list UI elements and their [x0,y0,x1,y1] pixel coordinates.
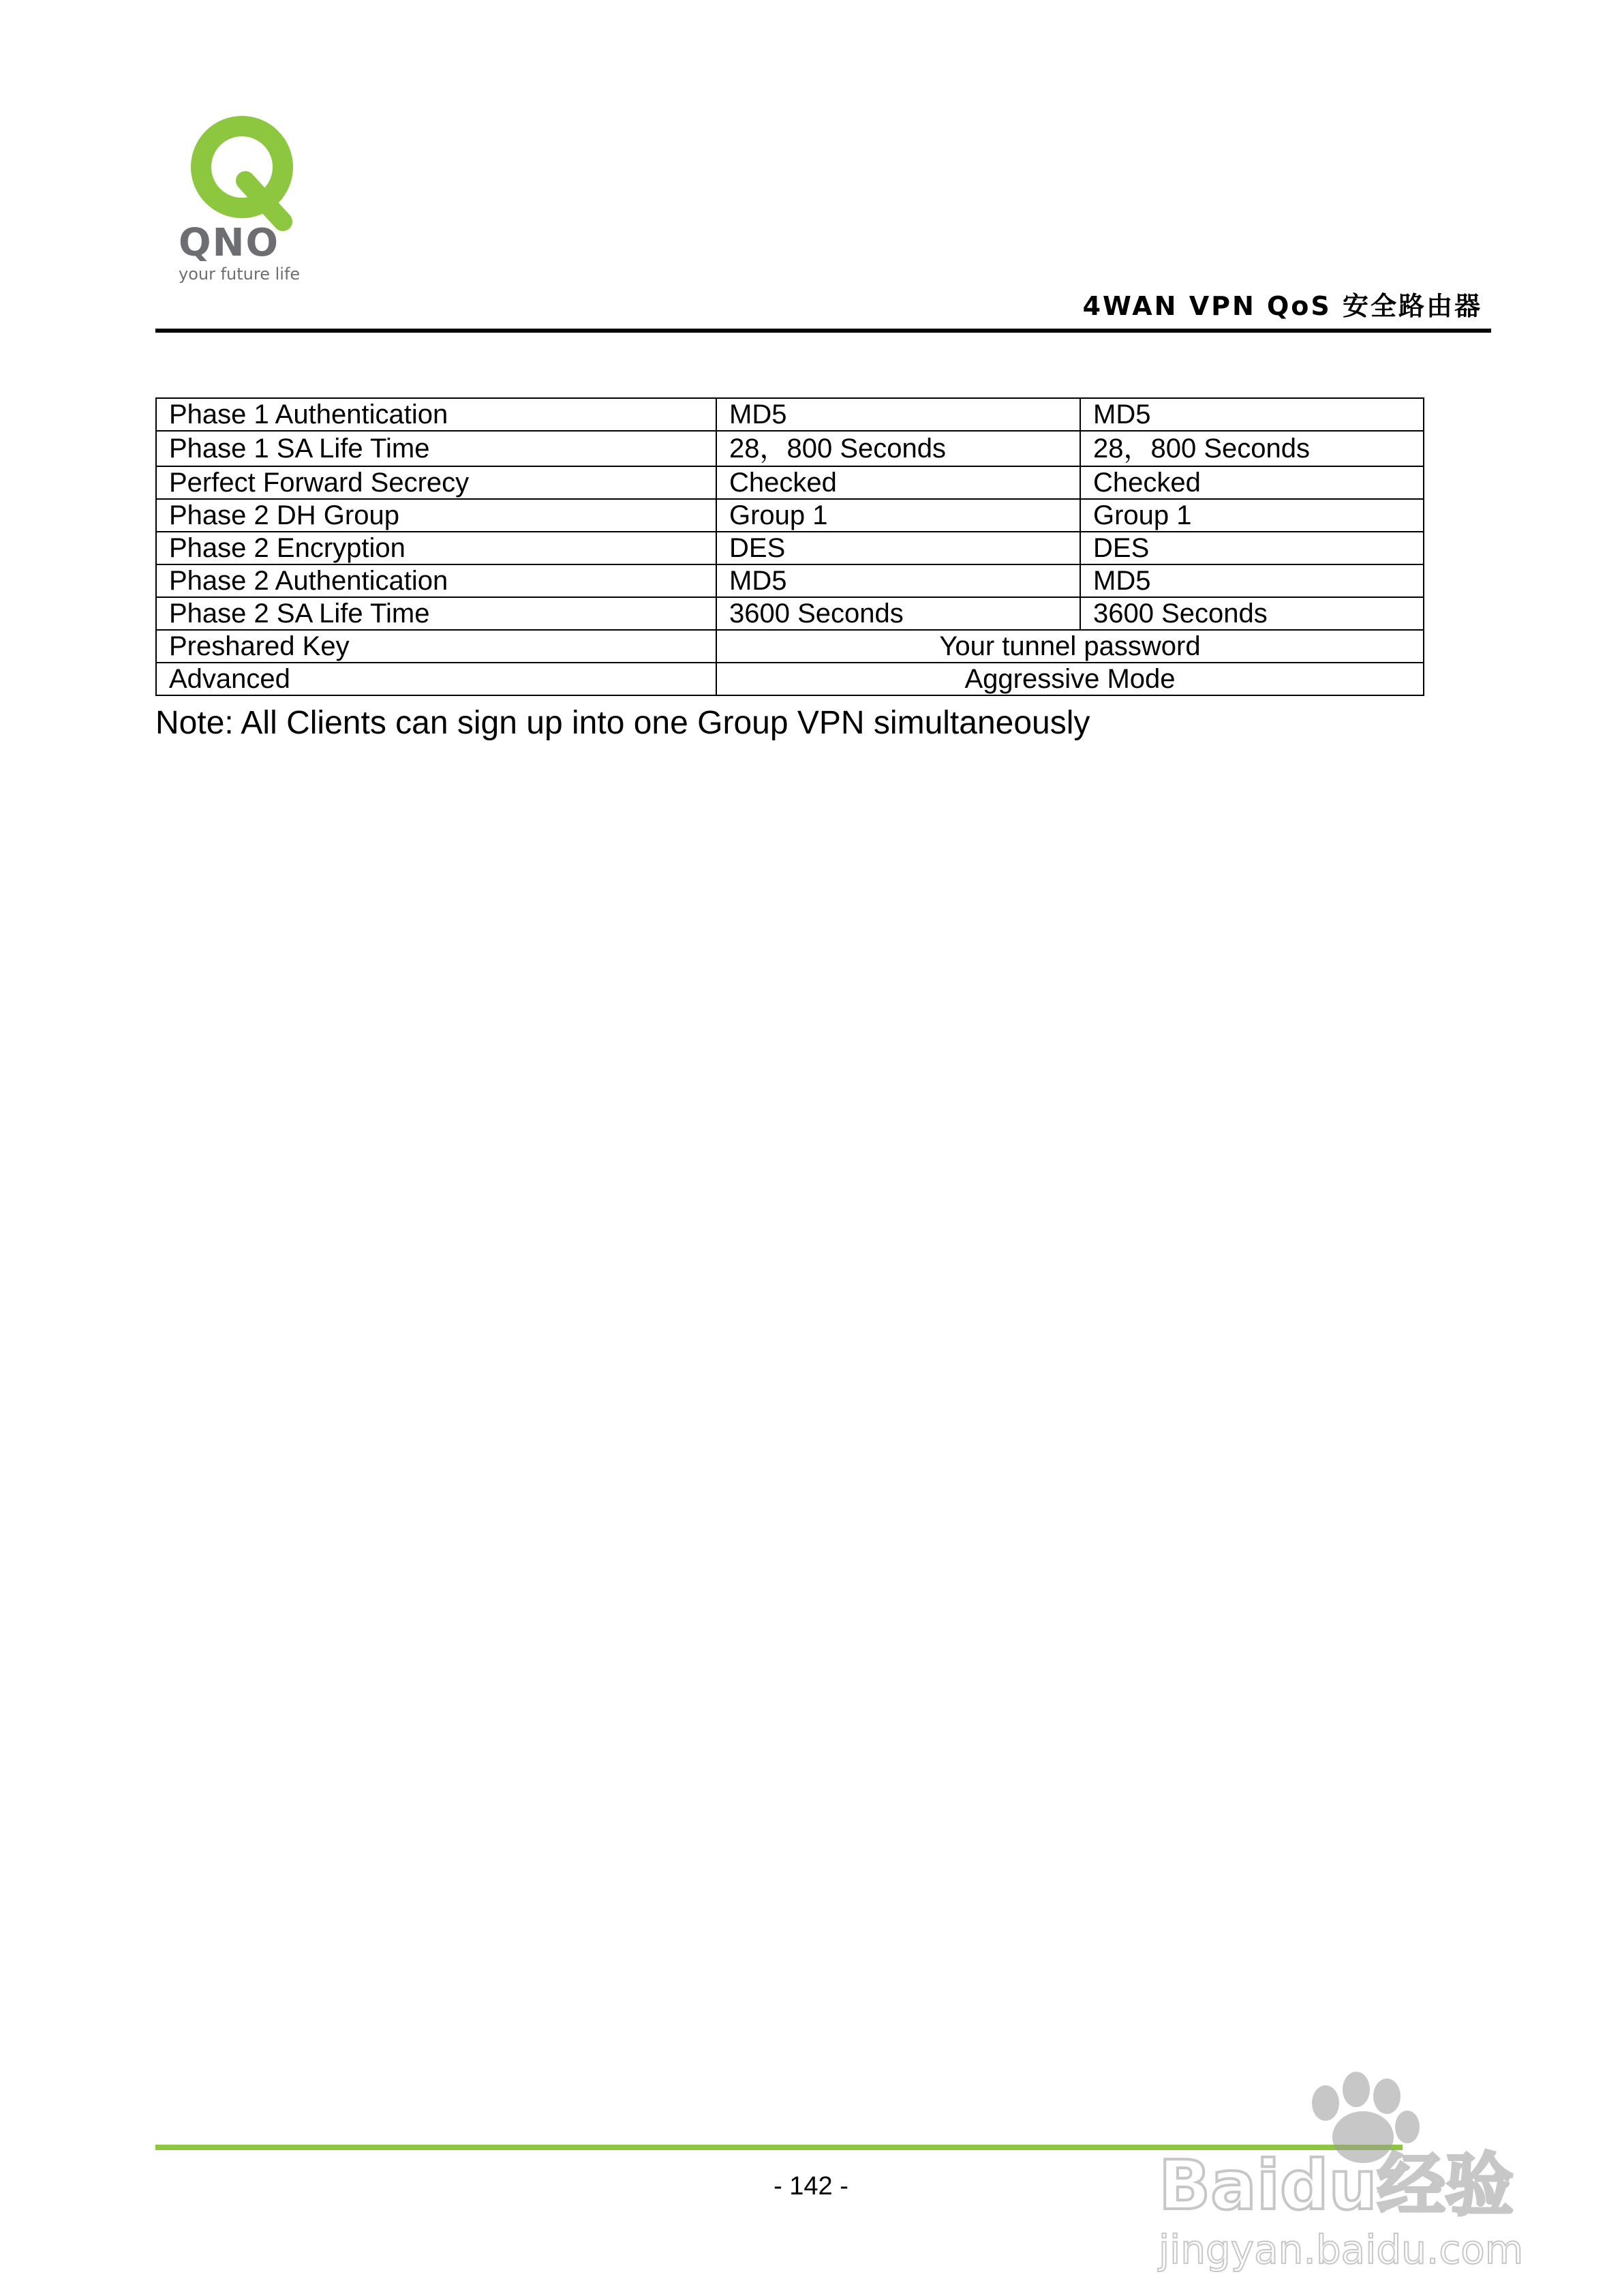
row-value-merged: Your tunnel password [716,630,1424,663]
logo-text: QNO [179,221,280,265]
row-label: Phase 1 SA Life Time [156,431,716,466]
row-value: 3600 Seconds [1080,597,1424,630]
header-divider [155,329,1491,333]
row-label: Phase 2 DH Group [156,499,716,532]
table-row [156,499,1424,532]
row-value: DES [1080,532,1424,564]
table-row [156,466,1424,499]
row-value: Group 1 [716,499,1080,532]
watermark-brand: Baidu经验 [1159,2145,1514,2225]
row-value: 3600 Seconds [716,597,1080,630]
table-row [156,398,1424,431]
row-value: MD5 [716,398,1080,431]
row-value: MD5 [716,564,1080,597]
page-number: - 142 - [774,2172,848,2201]
table-row [156,630,1424,663]
row-value: Checked [1080,466,1424,499]
logo-tagline: your future life [179,265,301,283]
table-row [156,532,1424,564]
row-value: Group 1 [1080,499,1424,532]
table-row [156,564,1424,597]
table-row [156,663,1424,695]
note-text: Note: All Clients can sign up into one Group VPN simultaneously [155,705,1090,741]
baidu-watermark [1152,2069,1540,2274]
watermark-url: jingyan.baidu.com [1159,2226,1524,2273]
row-value: Checked [716,466,1080,499]
row-label: Phase 2 SA Life Time [156,597,716,630]
row-value: DES [716,532,1080,564]
row-label: Preshared Key [156,630,716,663]
row-label: Perfect Forward Secrecy [156,466,716,499]
row-value: 28，800 Seconds [716,431,1080,466]
row-value: MD5 [1080,564,1424,597]
row-value: 28，800 Seconds [1080,431,1424,466]
row-label: Phase 1 Authentication [156,398,716,431]
row-label: Phase 2 Authentication [156,564,716,597]
table-row [156,597,1424,630]
row-value: MD5 [1080,398,1424,431]
row-label: Phase 2 Encryption [156,532,716,564]
document-header-title: 4WAN VPN QoS 安全路由器 [1082,291,1482,321]
row-value-merged: Aggressive Mode [716,663,1424,695]
row-label: Advanced [156,663,716,695]
table-row [156,431,1424,466]
vpn-settings-table [155,397,1424,696]
qno-logo [164,112,320,283]
